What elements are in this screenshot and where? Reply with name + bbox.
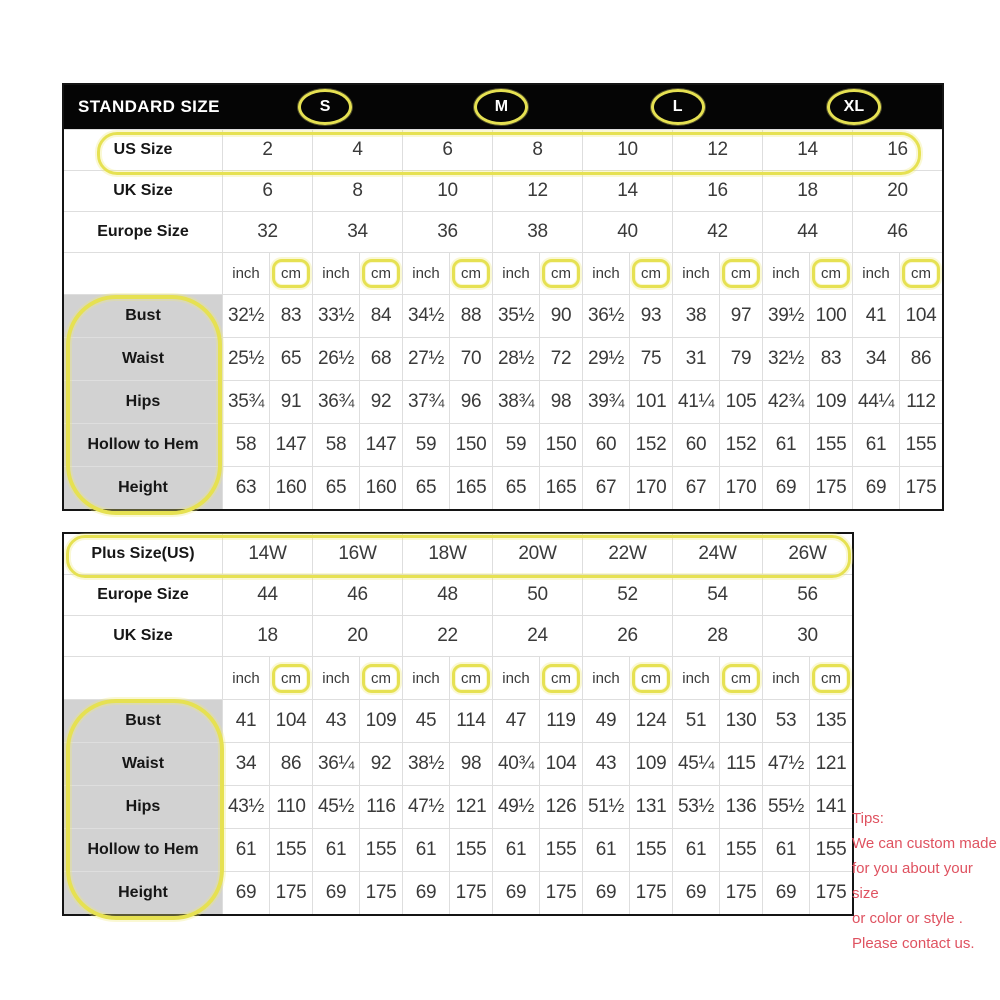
measurement-value-cell: 47½	[763, 743, 809, 785]
measurement-value-cell: 51	[673, 700, 719, 742]
unit-cm-cell	[900, 253, 942, 294]
measurement-value-cell: 141	[810, 786, 852, 828]
measurement-value-cell: 53½	[673, 786, 719, 828]
measurement-value-cell: 175	[720, 872, 762, 914]
size-row-label: Europe Size	[64, 575, 222, 615]
measurement-value-cell: 170	[720, 467, 762, 509]
measurement-value-cell: 43	[583, 743, 629, 785]
measurement-value-cell: 175	[810, 467, 852, 509]
cm-highlight-chip: cm	[272, 259, 310, 288]
size-value-cell: 42	[673, 212, 762, 252]
measurement-value-cell: 98	[540, 381, 582, 423]
unit-cm-cell	[630, 253, 672, 294]
size-value-cell: 54	[673, 575, 762, 615]
measurement-value-cell: 152	[630, 424, 672, 466]
measurement-value-cell: 75	[630, 338, 672, 380]
measurement-value-cell: 175	[540, 872, 582, 914]
size-value-cell: 32	[223, 212, 312, 252]
measurement-value-cell: 53	[763, 700, 809, 742]
measurement-value-cell: 136	[720, 786, 762, 828]
size-value-cell: 44	[763, 212, 852, 252]
measurement-value-cell: 100	[810, 295, 852, 337]
measurement-value-cell: 58	[313, 424, 359, 466]
measurement-value-cell: 93	[630, 295, 672, 337]
measurement-value-cell: 69	[673, 872, 719, 914]
measurement-value-cell: 41	[853, 295, 899, 337]
size-value-cell: 24	[493, 616, 582, 656]
measurement-value-cell: 45¼	[673, 743, 719, 785]
measurement-value-cell: 67	[583, 467, 629, 509]
measurement-value-cell: 121	[450, 786, 492, 828]
size-value-cell: 16W	[313, 534, 402, 574]
unit-inch-cell: inch	[763, 657, 809, 699]
measurement-value-cell: 59	[493, 424, 539, 466]
cm-highlight-chip: cm	[812, 664, 850, 693]
measurement-value-cell: 35½	[493, 295, 539, 337]
measurement-value-cell: 155	[360, 829, 402, 871]
measurement-value-cell: 69	[853, 467, 899, 509]
measurement-value-cell: 69	[583, 872, 629, 914]
measurement-value-cell: 150	[450, 424, 492, 466]
cm-highlight-chip: cm	[722, 259, 760, 288]
tips-note	[852, 806, 997, 956]
measurement-value-cell: 70	[450, 338, 492, 380]
unit-inch-cell: inch	[583, 253, 629, 294]
measurement-value-cell: 175	[900, 467, 942, 509]
measurement-value-cell: 61	[493, 829, 539, 871]
measurement-value-cell: 43	[313, 700, 359, 742]
size-value-cell: 18	[763, 171, 852, 211]
measurement-value-cell: 61	[673, 829, 719, 871]
unit-inch-cell: inch	[673, 657, 719, 699]
tips-line-1: We can custom made	[852, 835, 997, 852]
measurement-value-cell: 112	[900, 381, 942, 423]
measurement-value-cell: 147	[270, 424, 312, 466]
unit-cm-cell	[810, 253, 852, 294]
size-badge-l: L	[651, 89, 705, 125]
measurement-value-cell: 28½	[493, 338, 539, 380]
unit-cm-cell	[450, 253, 492, 294]
measurement-value-cell: 88	[450, 295, 492, 337]
measurement-value-cell: 86	[900, 338, 942, 380]
size-value-cell: 10	[583, 130, 672, 170]
measurement-value-cell: 83	[810, 338, 852, 380]
size-value-cell: 20	[313, 616, 402, 656]
size-value-cell: 56	[763, 575, 852, 615]
measurement-value-cell: 155	[720, 829, 762, 871]
measurement-value-cell: 86	[270, 743, 312, 785]
cm-highlight-chip: cm	[362, 664, 400, 693]
measurement-value-cell: 36¼	[313, 743, 359, 785]
size-value-cell: 14W	[223, 534, 312, 574]
cm-highlight-chip: cm	[902, 259, 940, 288]
measurement-value-cell: 55½	[763, 786, 809, 828]
measurement-value-cell: 61	[763, 829, 809, 871]
size-value-cell: 50	[493, 575, 582, 615]
measurement-value-cell: 165	[540, 467, 582, 509]
size-value-cell: 14	[763, 130, 852, 170]
measurement-value-cell: 61	[223, 829, 269, 871]
measurement-value-cell: 38	[673, 295, 719, 337]
measurement-value-cell: 155	[810, 829, 852, 871]
size-row-label: UK Size	[64, 616, 222, 656]
unit-row-label	[64, 657, 222, 699]
measurement-value-cell: 165	[450, 467, 492, 509]
measurement-value-cell: 65	[313, 467, 359, 509]
size-value-cell: 28	[673, 616, 762, 656]
measurement-value-cell: 83	[270, 295, 312, 337]
size-value-cell: 16	[673, 171, 762, 211]
measurement-value-cell: 47	[493, 700, 539, 742]
measurement-value-cell: 155	[270, 829, 312, 871]
measurement-value-cell: 65	[493, 467, 539, 509]
measurement-value-cell: 97	[720, 295, 762, 337]
measurement-value-cell: 61	[763, 424, 809, 466]
measurement-row-label: Bust	[64, 700, 222, 742]
measurement-value-cell: 38½	[403, 743, 449, 785]
measurement-value-cell: 69	[223, 872, 269, 914]
measurement-value-cell: 45	[403, 700, 449, 742]
measurement-value-cell: 115	[720, 743, 762, 785]
unit-inch-cell: inch	[403, 657, 449, 699]
measurement-row-label: Height	[64, 872, 222, 914]
measurement-value-cell: 114	[450, 700, 492, 742]
measurement-value-cell: 61	[313, 829, 359, 871]
size-value-cell: 36	[403, 212, 492, 252]
size-value-cell: 30	[763, 616, 852, 656]
measurement-value-cell: 60	[673, 424, 719, 466]
standard-size-title: STANDARD SIZE	[78, 97, 220, 116]
measurement-value-cell: 110	[270, 786, 312, 828]
size-value-cell: 26	[583, 616, 672, 656]
size-value-cell: 48	[403, 575, 492, 615]
cm-highlight-chip: cm	[272, 664, 310, 693]
tips-title: Tips:	[852, 810, 884, 827]
size-value-cell: 12	[673, 130, 762, 170]
measurement-value-cell: 119	[540, 700, 582, 742]
unit-cm-cell	[540, 657, 582, 699]
size-badge-s: S	[298, 89, 352, 125]
measurement-value-cell: 34½	[403, 295, 449, 337]
measurement-value-cell: 32½	[223, 295, 269, 337]
unit-cm-cell	[360, 657, 402, 699]
size-group-l	[590, 89, 766, 125]
measurement-value-cell: 47½	[403, 786, 449, 828]
cm-highlight-chip: cm	[722, 664, 760, 693]
measurement-value-cell: 92	[360, 743, 402, 785]
measurement-value-cell: 41¼	[673, 381, 719, 423]
measurement-row-label: Hollow to Hem	[64, 829, 222, 871]
measurement-row-label: Bust	[64, 295, 222, 337]
measurement-value-cell: 36¾	[313, 381, 359, 423]
measurement-value-cell: 150	[540, 424, 582, 466]
size-row-label: Plus Size(US)	[64, 534, 222, 574]
measurement-value-cell: 155	[540, 829, 582, 871]
unit-cm-cell	[630, 657, 672, 699]
size-value-cell: 10	[403, 171, 492, 211]
measurement-value-cell: 155	[810, 424, 852, 466]
measurement-row-label: Waist	[64, 338, 222, 380]
measurement-value-cell: 36½	[583, 295, 629, 337]
measurement-value-cell: 58	[223, 424, 269, 466]
tips-line-4: Please contact us.	[852, 935, 975, 952]
measurement-value-cell: 61	[853, 424, 899, 466]
unit-inch-cell: inch	[673, 253, 719, 294]
unit-inch-cell: inch	[403, 253, 449, 294]
unit-inch-cell: inch	[493, 253, 539, 294]
size-value-cell: 2	[223, 130, 312, 170]
measurement-value-cell: 155	[900, 424, 942, 466]
measurement-value-cell: 69	[493, 872, 539, 914]
measurement-value-cell: 90	[540, 295, 582, 337]
cm-highlight-chip: cm	[812, 259, 850, 288]
measurement-value-cell: 155	[630, 829, 672, 871]
size-value-cell: 26W	[763, 534, 852, 574]
measurement-value-cell: 59	[403, 424, 449, 466]
size-value-cell: 44	[223, 575, 312, 615]
standard-size-table	[62, 83, 944, 511]
measurement-value-cell: 105	[720, 381, 762, 423]
cm-highlight-chip: cm	[632, 259, 670, 288]
size-value-cell: 18W	[403, 534, 492, 574]
size-value-cell: 6	[223, 171, 312, 211]
cm-highlight-chip: cm	[452, 259, 490, 288]
size-value-cell: 34	[313, 212, 402, 252]
unit-inch-cell: inch	[313, 657, 359, 699]
measurement-value-cell: 51½	[583, 786, 629, 828]
measurement-value-cell: 69	[403, 872, 449, 914]
cm-highlight-chip: cm	[632, 664, 670, 693]
unit-cm-cell	[720, 253, 762, 294]
measurement-value-cell: 69	[763, 872, 809, 914]
size-value-cell: 20W	[493, 534, 582, 574]
measurement-value-cell: 96	[450, 381, 492, 423]
measurement-value-cell: 160	[270, 467, 312, 509]
measurement-value-cell: 34	[853, 338, 899, 380]
tips-line-2: for you about your size	[852, 860, 973, 902]
measurement-value-cell: 44¼	[853, 381, 899, 423]
measurement-value-cell: 72	[540, 338, 582, 380]
size-row-label: Europe Size	[64, 212, 222, 252]
size-badge-xl: XL	[827, 89, 881, 125]
measurement-value-cell: 84	[360, 295, 402, 337]
measurement-value-cell: 104	[540, 743, 582, 785]
measurement-value-cell: 170	[630, 467, 672, 509]
measurement-value-cell: 121	[810, 743, 852, 785]
size-value-cell: 24W	[673, 534, 762, 574]
unit-inch-cell: inch	[223, 253, 269, 294]
measurement-value-cell: 135	[810, 700, 852, 742]
measurement-value-cell: 60	[583, 424, 629, 466]
measurement-value-cell: 175	[450, 872, 492, 914]
measurement-value-cell: 45½	[313, 786, 359, 828]
measurement-value-cell: 147	[360, 424, 402, 466]
size-row-label: UK Size	[64, 171, 222, 211]
measurement-value-cell: 109	[360, 700, 402, 742]
cm-highlight-chip: cm	[542, 259, 580, 288]
unit-cm-cell	[360, 253, 402, 294]
measurement-value-cell: 116	[360, 786, 402, 828]
measurement-value-cell: 27½	[403, 338, 449, 380]
measurement-value-cell: 65	[403, 467, 449, 509]
size-value-cell: 38	[493, 212, 582, 252]
unit-cm-cell	[450, 657, 492, 699]
measurement-value-cell: 91	[270, 381, 312, 423]
measurement-value-cell: 49½	[493, 786, 539, 828]
measurement-value-cell: 131	[630, 786, 672, 828]
measurement-value-cell: 175	[630, 872, 672, 914]
measurement-value-cell: 39¾	[583, 381, 629, 423]
size-value-cell: 46	[853, 212, 942, 252]
measurement-value-cell: 98	[450, 743, 492, 785]
measurement-value-cell: 63	[223, 467, 269, 509]
measurement-value-cell: 65	[270, 338, 312, 380]
cm-highlight-chip: cm	[362, 259, 400, 288]
size-value-cell: 20	[853, 171, 942, 211]
measurement-value-cell: 67	[673, 467, 719, 509]
size-value-cell: 8	[313, 171, 402, 211]
measurement-row-label: Waist	[64, 743, 222, 785]
measurement-value-cell: 175	[810, 872, 852, 914]
size-value-cell: 52	[583, 575, 672, 615]
measurement-value-cell: 40¾	[493, 743, 539, 785]
measurement-value-cell: 43½	[223, 786, 269, 828]
size-value-cell: 12	[493, 171, 582, 211]
unit-cm-cell	[810, 657, 852, 699]
measurement-value-cell: 41	[223, 700, 269, 742]
measurement-value-cell: 31	[673, 338, 719, 380]
measurement-value-cell: 155	[450, 829, 492, 871]
cm-highlight-chip: cm	[452, 664, 490, 693]
measurement-row-label: Hollow to Hem	[64, 424, 222, 466]
size-value-cell: 22W	[583, 534, 672, 574]
measurement-value-cell: 38¾	[493, 381, 539, 423]
size-group-xl	[766, 89, 942, 125]
measurement-value-cell: 175	[360, 872, 402, 914]
tips-line-3: or color or style .	[852, 910, 963, 927]
measurement-value-cell: 160	[360, 467, 402, 509]
plus-size-table	[62, 532, 854, 916]
measurement-value-cell: 69	[313, 872, 359, 914]
unit-inch-cell: inch	[763, 253, 809, 294]
measurement-value-cell: 42¾	[763, 381, 809, 423]
table-header-bar	[64, 85, 942, 129]
size-value-cell: 6	[403, 130, 492, 170]
unit-cm-cell	[540, 253, 582, 294]
measurement-value-cell: 33½	[313, 295, 359, 337]
size-value-cell: 16	[853, 130, 942, 170]
size-group-s	[237, 89, 413, 125]
measurement-value-cell: 61	[583, 829, 629, 871]
unit-inch-cell: inch	[493, 657, 539, 699]
size-value-cell: 8	[493, 130, 582, 170]
measurement-value-cell: 29½	[583, 338, 629, 380]
size-row-label: US Size	[64, 130, 222, 170]
measurement-value-cell: 34	[223, 743, 269, 785]
measurement-value-cell: 25½	[223, 338, 269, 380]
measurement-value-cell: 175	[270, 872, 312, 914]
measurement-value-cell: 79	[720, 338, 762, 380]
measurement-value-cell: 124	[630, 700, 672, 742]
measurement-value-cell: 130	[720, 700, 762, 742]
measurement-value-cell: 152	[720, 424, 762, 466]
measurement-value-cell: 104	[270, 700, 312, 742]
unit-cm-cell	[270, 657, 312, 699]
size-value-cell: 22	[403, 616, 492, 656]
measurement-value-cell: 109	[630, 743, 672, 785]
size-value-cell: 4	[313, 130, 402, 170]
size-badge-m: M	[474, 89, 528, 125]
measurement-row-label: Hips	[64, 381, 222, 423]
measurement-value-cell: 69	[763, 467, 809, 509]
measurement-value-cell: 101	[630, 381, 672, 423]
unit-inch-cell: inch	[853, 253, 899, 294]
measurement-value-cell: 104	[900, 295, 942, 337]
measurement-value-cell: 61	[403, 829, 449, 871]
unit-inch-cell: inch	[583, 657, 629, 699]
measurement-value-cell: 32½	[763, 338, 809, 380]
unit-inch-cell: inch	[313, 253, 359, 294]
size-value-cell: 40	[583, 212, 672, 252]
size-value-cell: 18	[223, 616, 312, 656]
size-value-cell: 46	[313, 575, 402, 615]
measurement-value-cell: 26½	[313, 338, 359, 380]
cm-highlight-chip: cm	[542, 664, 580, 693]
unit-row-label	[64, 253, 222, 294]
unit-cm-cell	[720, 657, 762, 699]
measurement-value-cell: 37¾	[403, 381, 449, 423]
measurement-value-cell: 35¾	[223, 381, 269, 423]
measurement-value-cell: 92	[360, 381, 402, 423]
measurement-value-cell: 109	[810, 381, 852, 423]
measurement-value-cell: 39½	[763, 295, 809, 337]
unit-cm-cell	[270, 253, 312, 294]
measurement-row-label: Height	[64, 467, 222, 509]
measurement-value-cell: 126	[540, 786, 582, 828]
measurement-row-label: Hips	[64, 786, 222, 828]
size-value-cell: 14	[583, 171, 672, 211]
unit-inch-cell: inch	[223, 657, 269, 699]
size-group-m	[413, 89, 589, 125]
measurement-value-cell: 68	[360, 338, 402, 380]
measurement-value-cell: 49	[583, 700, 629, 742]
